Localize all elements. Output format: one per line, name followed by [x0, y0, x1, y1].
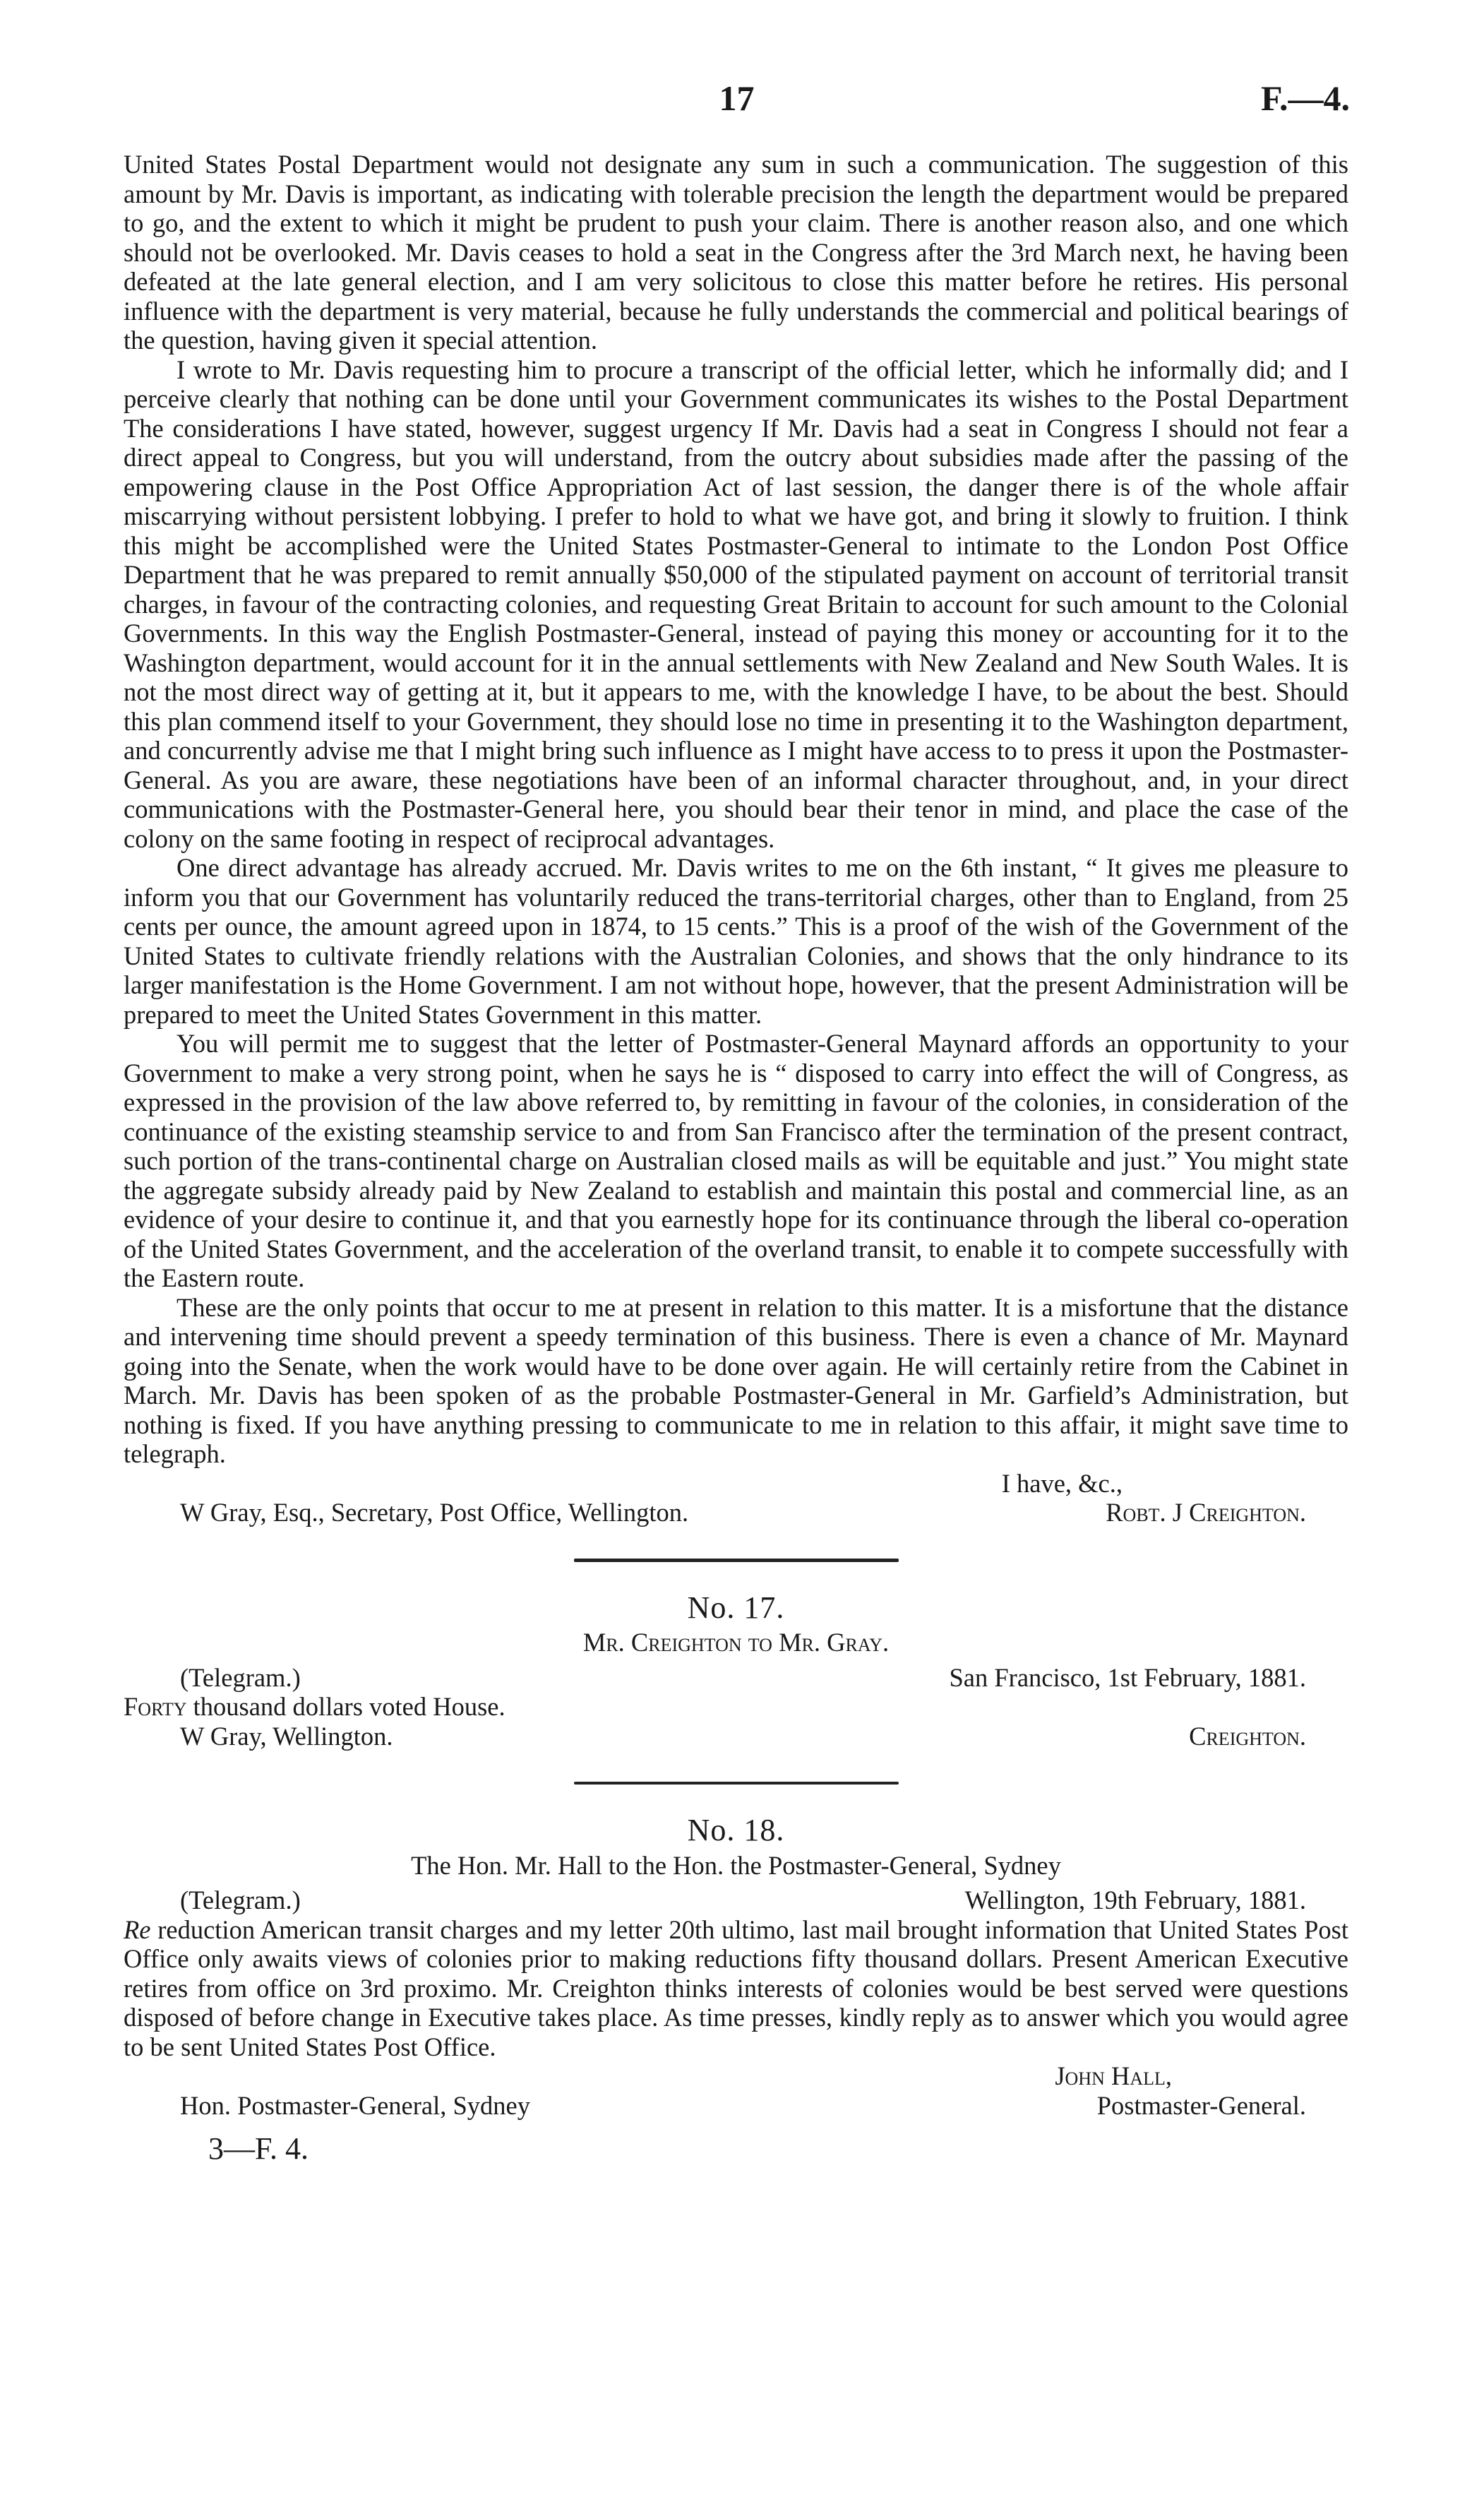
message-no17 — [124, 1692, 1348, 1722]
signature-no17: Creighton. — [1189, 1721, 1306, 1751]
message-lead-no18: Re — [124, 1914, 151, 1944]
section-divider — [574, 1559, 899, 1562]
section-subtitle-no17: Mr. Creighton to Mr. Gray. — [582, 1628, 890, 1657]
document-reference: F.—4. — [1261, 78, 1350, 118]
place-date-no17: San Francisco, 1st February, 1881. — [949, 1662, 1306, 1692]
page-footer-code: 3—F. 4. — [208, 2131, 309, 2166]
document-body — [124, 150, 1348, 2164]
message-text-no18: reduction American transit charges and my letter 20th ultimo, last mail brought information that United States Post Office only awaits views of colonies prior to making reductions fifty thousand dollars. Present American Executive retires from office on 3rd proximo. Mr. Creighton thinks interests of colonies would be best served were questions disposed of before change in Executive takes place. As time presses, kindly reply as to answer which you would agree to be sent United States Post Office. — [124, 1914, 1348, 2061]
place-date-no18: Wellington, 19th February, 1881. — [964, 1886, 1306, 1914]
signature-row-no17 — [124, 1722, 1348, 1751]
telegram-label-no18: (Telegram.) — [180, 1886, 301, 1914]
section-title-no17: No. 17. — [687, 1590, 785, 1625]
letter-addressee: W Gray, Esq., Secretary, Post Office, Wellington. — [180, 1498, 689, 1527]
signature-title-no18: Postmaster-General. — [1096, 2090, 1306, 2120]
section-title-no18: No. 18. — [687, 1813, 785, 1847]
message-lead-no17: Forty — [124, 1692, 187, 1721]
paragraph-4: You will permit me to suggest that the letter of Postmaster-General Maynard affords an opportunity to your Government to make a very strong point, when he says he is “ disposed to carry into effect the will of Congress, as expressed in the provision of the law above referred to, by remitting in favour of the colonies, in consideration of the continuance of the existing steamship service to and from San Francisco after the termination of the present contract, such portion of the trans-continental charge on Australian closed mails as will be equitable and just.” You might state the aggregate subsidy already paid by New Zealand to establish and maintain this postal and commercial line, as an evidence of your desire to continue it, and that you earnestly hope for its continuance through the liberal co-operation of the United States Government, and the acceleration of the overland transit, to enable it to compete successfully with the Eastern route. — [124, 1029, 1348, 1292]
addressee-no17: W Gray, Wellington. — [180, 1721, 393, 1751]
signature-name-no18: John Hall, — [1055, 2061, 1172, 2090]
letter-salutation: I have, &c., — [1001, 1468, 1123, 1498]
paragraph-3: One direct advantage has already accrued. Mr. Davis writes to me on the 6th instant, “ It gives me pleasure to inform you that our Government has voluntarily reduced the trans-territorial charges, other than to England, from 25 cents per ounce, the amount agreed upon in 1874, to 15 cents.” This is a proof of the wish of the Government of the United States to cultivate friendly relations with the Australian Colonies, and shows that the only hindrance to its larger manifestation is the Home Government. I am not without hope, however, that the present Administration will be prepared to meet the United States Government in this matter. — [124, 853, 1348, 1029]
paragraph-5: These are the only points that occur to me at present in relation to this matter. It is a misfortune that the distance and intervening time should prevent a speedy termination of this business. There is even a chance of Mr. Maynard going into the Senate, when the work would have to be done over again. He will certainly retire from the Cabinet in March. Mr. Davis has been spoken of as the probable Postmaster-General in Mr. Garfield’s Administration, but nothing is fixed. If you have anything pressing to communicate to me in relation to this affair, it might save time to telegraph. — [124, 1292, 1348, 1468]
section-divider — [574, 1782, 899, 1785]
paragraph-1: United States Postal Department would not designate any sum in such a communication. The suggestion of this amount by Mr. Davis is important, as indicating with tolerable precision the length the department would be prepared to go, and the extent to which it might be prudent to push your claim. There is another reason also, and one which should not be overlooked. Mr. Davis ceases to hold a seat in the Congress after the 3rd March next, he having been defeated at the late general election, and I am very solicitous to close this matter before he retires. His personal influence with the department is very material, because he fully understands the commercial and political bearings of the question, having given it special attention. — [124, 150, 1348, 355]
message-text-no17: thousand dollars voted House. — [186, 1692, 505, 1721]
addressee-no18: Hon. Postmaster-General, Sydney — [180, 2090, 530, 2120]
message-no18 — [124, 1915, 1348, 2062]
telegram-header-no18 — [124, 1886, 1348, 1915]
paragraph-2: I wrote to Mr. Davis requesting him to procure a transcript of the official letter, which he informally did; and I perceive clearly that nothing can be done until your Government communicates its wishes to the Postal Department The considerations I have stated, however, suggest urgency If Mr. Davis had a seat in Congress I should not fear a direct appeal to Congress, but you will understand, from the outcry about subsidies made after the passing of the empowering clause in the Post Office Appropriation Act of last session, the danger there is of the whole affair miscarrying without persistent lobbying. I prefer to hold to what we have got, and bring it slowly to fruition. I think this might be accomplished were the United States Postmaster-General to intimate to the London Post Office Department that he was prepared to remit annually $50,000 of the stipulated payment on account of territorial transit charges, in favour of the contracting colonies, and requesting Great Britain to account for such amount to the Colonial Governments. In this way the English Postmaster-General, instead of paying this money or accounting for it to the Washington department, would account for it in the annual settlements with New Zealand and New South Wales. It is not the most direct way of getting at it, but it appears to me, with the knowledge I have, to be about the best. Should this plan commend itself to your Government, they should lose no time in presenting it to the Washington department, and concurrently advise me that I might bring such influence as I might have access to to press it upon the Postmaster-General. As you are aware, these negotiations have been of an informal character throughout, and, in your direct communications with the Postmaster-General here, you should bear their tenor in mind, and place the case of the colony on the same footing in respect of reciprocal advantages. — [124, 355, 1348, 853]
telegram-header-no17 — [124, 1663, 1348, 1693]
section-subtitle-no18: The Hon. Mr. Hall to the Hon. the Postmaster-General, Sydney — [411, 1850, 1061, 1880]
signature-row-no18 — [124, 2091, 1348, 2121]
telegram-label-no17: (Telegram.) — [180, 1662, 301, 1692]
page-header — [124, 78, 1350, 134]
page-number: 17 — [719, 78, 755, 118]
letter-signature: Robt. J Creighton. — [1106, 1498, 1306, 1527]
letter-signature-row — [124, 1498, 1348, 1527]
